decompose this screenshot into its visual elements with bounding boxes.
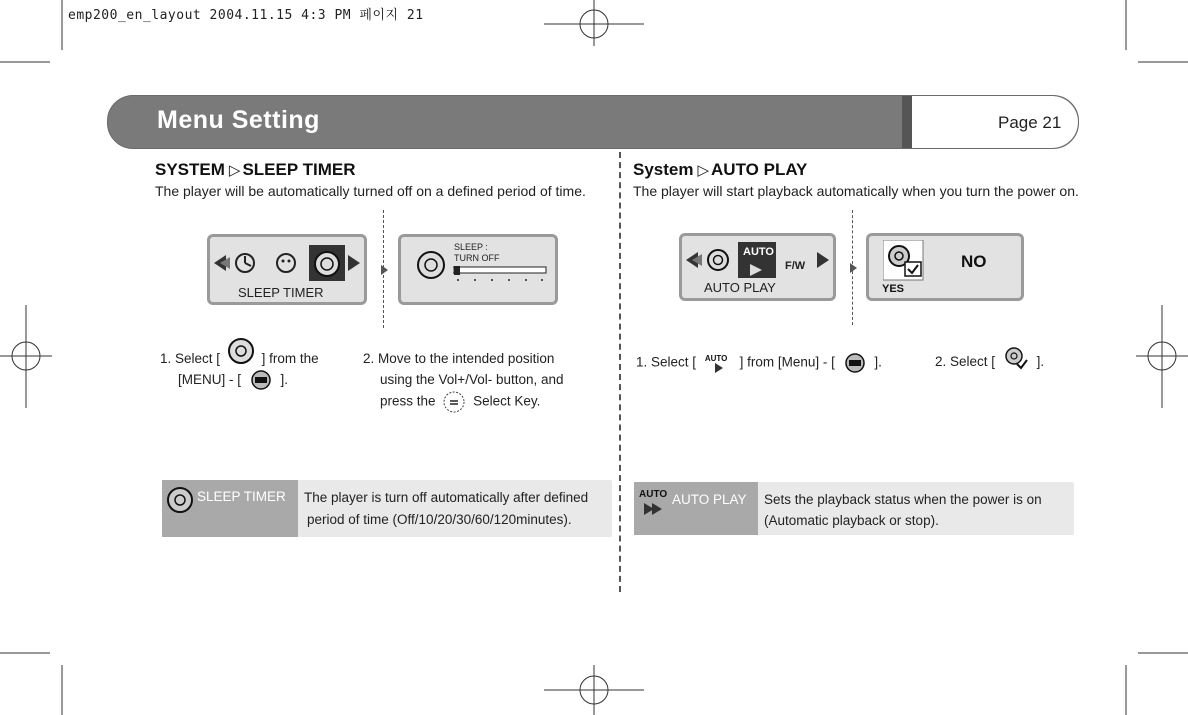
checkbox-icon <box>905 262 921 276</box>
info-text-line1: The player is turn off automatically after defined <box>304 490 589 505</box>
lcd-menu-auto-play <box>679 233 836 301</box>
info-label-box <box>162 480 298 537</box>
lcd-auto-play-setting <box>866 233 1024 301</box>
section-description: The player will start playback automatically when you turn the power on. <box>633 183 1079 199</box>
section-title-item: AUTO PLAY <box>711 160 808 179</box>
info-text-line2: period of time (Off/10/20/30/60/120minutes). <box>307 512 572 527</box>
sleep-timer-icon <box>708 250 728 270</box>
auto-glyph-text: AUTO <box>639 489 668 500</box>
triangle-right-icon: ▷ <box>228 162 241 179</box>
play-icon <box>642 502 672 516</box>
sleep-value: TURN OFF <box>454 253 500 263</box>
system-icon <box>248 370 274 390</box>
page-number: Page 21 <box>998 113 1062 132</box>
step-text: 2. Select [ <box>935 354 996 369</box>
info-box-auto-play <box>634 482 1074 535</box>
auto-play-on-icon <box>883 240 931 284</box>
column-divider <box>619 152 621 592</box>
step-text: Select Key. <box>473 393 541 409</box>
sleep-timer-icon <box>165 482 195 516</box>
lcd-caption: SLEEP TIMER <box>238 285 324 300</box>
triangle-right-icon: ▷ <box>697 162 710 179</box>
menu-icons-row <box>682 238 832 282</box>
step-text: ] from the <box>261 351 319 366</box>
lcd-caption: AUTO PLAY <box>704 280 776 295</box>
step-text: ] from [Menu] - [ <box>739 354 835 370</box>
firmware-label: F/W <box>785 260 806 272</box>
yes-option: YES <box>882 283 905 295</box>
info-text-line1: Sets the playback status when the power is on <box>764 492 1042 507</box>
step-2-auto <box>935 351 1044 372</box>
lcd-separator <box>852 210 853 325</box>
step-text: using the Vol+/Vol- button, and <box>380 372 564 387</box>
face-icon <box>277 254 295 272</box>
step-text: [MENU] - [ <box>178 372 241 387</box>
auto-play-on-icon <box>1002 346 1030 372</box>
sleep-time-slider <box>453 265 549 283</box>
step-1-sleep <box>160 348 350 390</box>
step-text: press the <box>380 393 436 409</box>
auto-play-icon <box>701 351 735 375</box>
info-label: SLEEP TIMER <box>197 489 286 504</box>
info-label: AUTO PLAY <box>672 492 747 507</box>
step-text: ]. <box>280 372 289 387</box>
section-description: The player will be automatically turned off on a defined period of time. <box>155 183 586 199</box>
print-header: emp200_en_layout 2004.11.15 4:3 PM 페이지 21 <box>68 8 424 23</box>
select-key-icon <box>441 390 467 414</box>
section-title-item: SLEEP TIMER <box>242 160 356 179</box>
sleep-timer-icon <box>411 245 451 285</box>
auto-glyph-text: AUTO <box>704 354 728 363</box>
sleep-label: SLEEP : <box>454 242 488 252</box>
section-title-auto-play <box>633 160 807 180</box>
page-title: Menu Setting <box>157 106 320 134</box>
info-box-sleep-timer <box>162 480 612 537</box>
no-option: NO <box>961 252 987 271</box>
lcd-menu-sleep-timer <box>207 234 367 305</box>
menu-icons-row <box>210 239 364 287</box>
step-2-sleep <box>363 348 613 414</box>
lcd-sleep-setting <box>398 234 558 305</box>
chevron-right-icon <box>817 252 829 268</box>
info-text-line2: (Automatic playback or stop). <box>764 513 939 528</box>
sleep-timer-icon <box>226 335 256 365</box>
step-text: ]. <box>1036 354 1045 369</box>
chevron-right-icon <box>348 255 360 271</box>
step-text: 2. Move to the intended position <box>363 351 555 366</box>
section-title-sleep-timer <box>155 160 356 180</box>
section-title-prefix: System <box>633 160 694 179</box>
system-icon <box>842 353 868 373</box>
section-title-prefix: SYSTEM <box>155 160 225 179</box>
auto-glyph-label: AUTO <box>743 246 774 258</box>
sleep-timer-icon <box>315 252 339 276</box>
step-text: ]. <box>874 354 882 370</box>
lcd-separator <box>383 210 384 328</box>
info-label-box <box>634 482 758 535</box>
step-1-auto <box>636 351 916 375</box>
step-text: 1. Select [ <box>160 351 221 366</box>
step-text: 1. Select [ <box>636 354 697 370</box>
